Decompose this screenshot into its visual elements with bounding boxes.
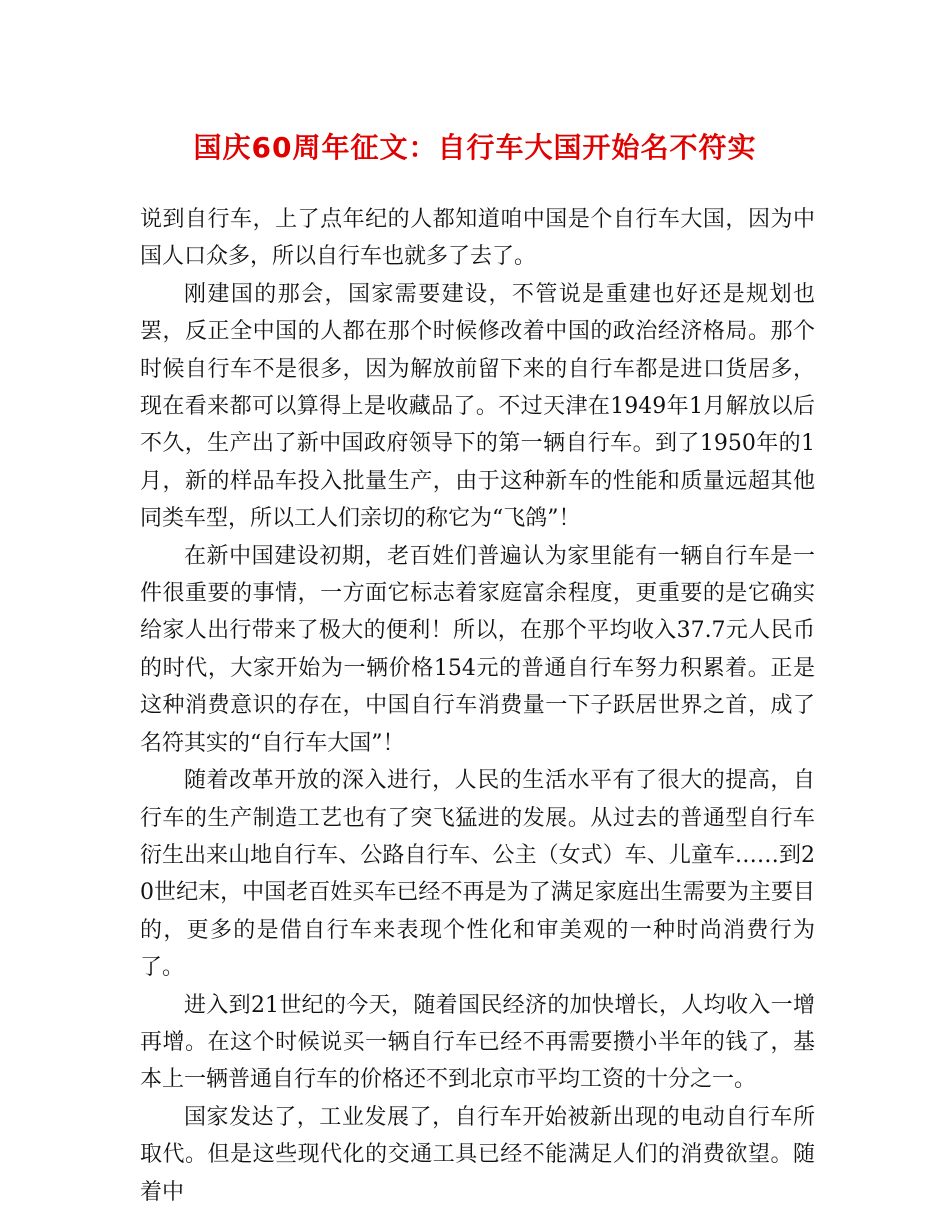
document-title: 国庆60周年征文：自行车大国开始名不符实 [193,131,757,164]
paragraph-6: 国家发达了，工业发展了，自行车开始被新出现的电动自行车所取代。但是这些现代化的交通工具已经不能满足人们的消费欲望。随着中 [140,1104,815,1205]
document-body [140,201,815,1211]
paragraph-1: 说到自行车，上了点年纪的人都知道咱中国是个自行车大国，因为中国人口众多，所以自行车也就多了去了。 [140,207,815,270]
paragraph-4: 随着改革开放的深入进行，人民的生活水平有了很大的提高，自行车的生产制造工艺也有了突飞猛进的发展。从过去的普通型自行车衍生出来山地自行车、公路自行车、公主（女式）车、儿童车……到20世纪末，中国老百姓买车已经不再是为了满足家庭出生需要为主要目的，更多的是借自行车来表现个性化和审美观的一种时尚消费行为了。 [140,768,815,981]
paragraph-2: 刚建国的那会，国家需要建设，不管说是重建也好还是规划也罢，反正全中国的人都在那个时候修改着中国的政治经济格局。那个时候自行车不是很多，因为解放前留下来的自行车都是进口货居多，现在看来都可以算得上是收藏品了。不过天津在1949年1月解放以后不久，生产出了新中国政府领导下的第一辆自行车。到了1950年的1月，新的样品车投入批量生产，由于这种新车的性能和质量远超其他同类车型，所以工人们亲切的称它为“飞鸽”！ [140,281,815,532]
paragraph-3: 在新中国建设初期，老百姓们普遍认为家里能有一辆自行车是一件很重要的事情，一方面它标志着家庭富余程度，更重要的是它确实给家人出行带来了极大的便利！所以，在那个平均收入37.7元人民币的时代，大家开始为一辆价格154元的普通自行车努力积累着。正是这种消费意识的存在，中国自行车消费量一下子跃居世界之首，成了名符其实的“自行车大国”！ [140,543,815,756]
paragraph-5: 进入到21世纪的今天，随着国民经济的加快增长，人均收入一增再增。在这个时候说买一辆自行车已经不再需要攒小半年的钱了，基本上一辆普通自行车的价格还不到北京市平均工资的十分之一。 [140,992,815,1093]
